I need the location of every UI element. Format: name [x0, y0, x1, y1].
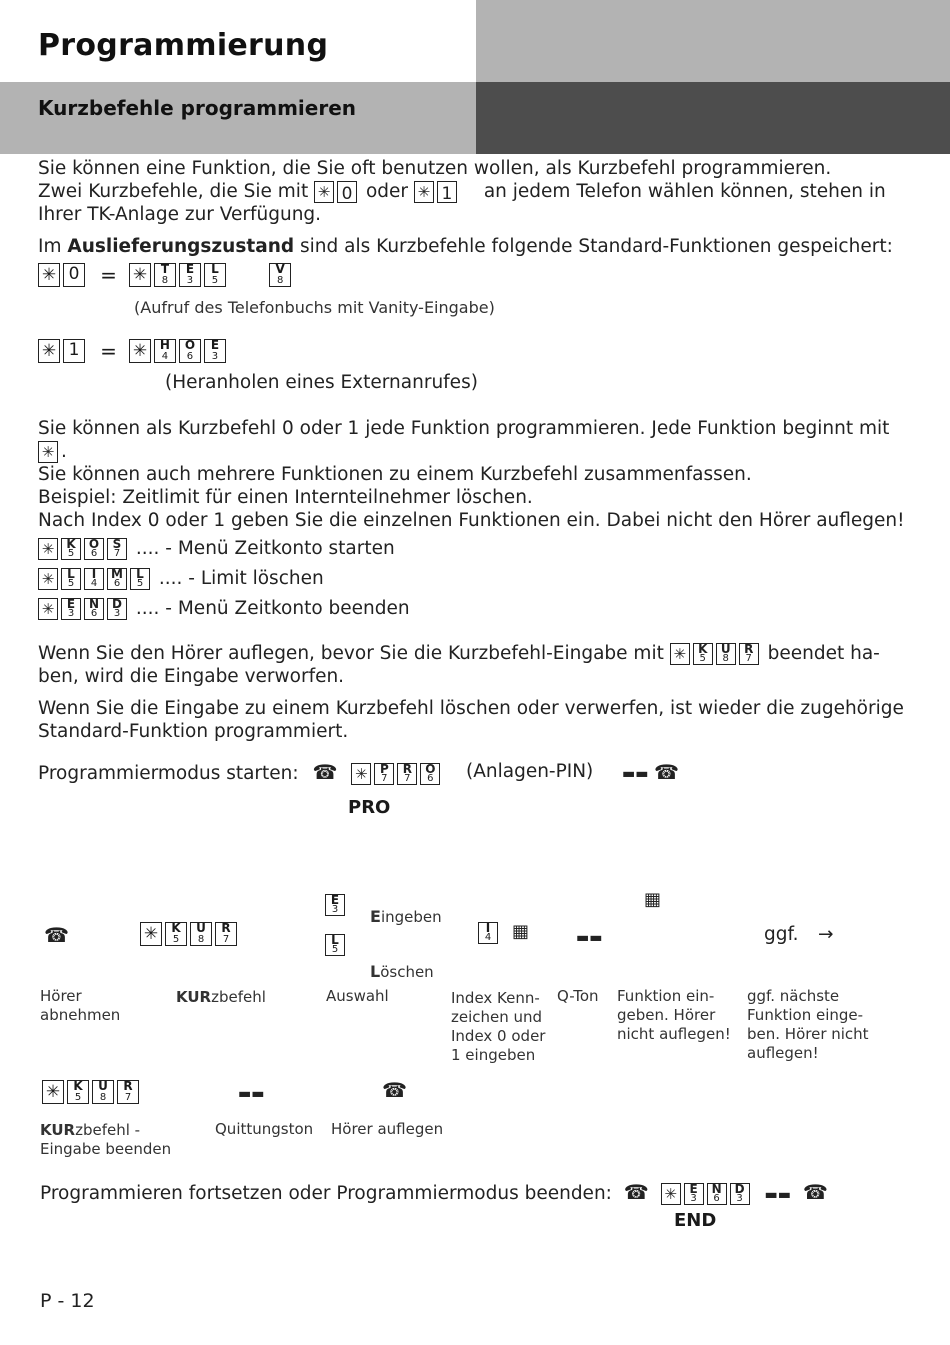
- key-digit: 3: [186, 275, 194, 286]
- key-letter: L: [67, 567, 75, 581]
- key-E3: [204, 339, 226, 363]
- star-key: [38, 538, 58, 560]
- key-digit: 3: [113, 608, 121, 619]
- star-key: [38, 568, 58, 590]
- caption-line: Funktion ein-: [617, 987, 715, 1005]
- default-rest: sind als Kurzbefehle folgende Standard-Funktionen gespeichert:: [300, 236, 893, 257]
- loeschen-initial: L: [370, 962, 381, 981]
- key-letter: L: [136, 567, 144, 581]
- caption-funktion: [617, 987, 731, 1044]
- digit-key-label: 0: [341, 184, 353, 204]
- tone-icon: ▬▬: [238, 1086, 265, 1102]
- key-letter: K: [171, 921, 181, 935]
- caption-quittung: Quittungston: [215, 1120, 314, 1138]
- intro-line-2: [38, 180, 886, 203]
- key-digit: 7: [745, 653, 752, 664]
- key-digit: 6: [113, 578, 121, 589]
- key-L5: [130, 568, 150, 590]
- key-D3: [730, 1183, 750, 1205]
- key-digit: 8: [722, 653, 729, 664]
- star-key: [140, 922, 162, 946]
- prog-end-label: Programmieren fortsetzen oder Programmiermodus beenden:: [40, 1183, 612, 1204]
- kur-keys: [140, 922, 240, 946]
- caption-bold: KUR: [40, 1121, 76, 1139]
- warning-2-line-2: Standard-Funktion programmiert.: [38, 721, 349, 742]
- star-key: [351, 763, 371, 785]
- key-O6: [84, 538, 104, 560]
- ggf-label: ggf.: [764, 924, 799, 945]
- digit-key-1: [437, 181, 457, 203]
- key-digit: 8: [197, 934, 205, 945]
- key-K5: [61, 538, 81, 560]
- key-D3: [107, 598, 127, 620]
- key-letter: K: [73, 1079, 83, 1093]
- key-letter: R: [402, 762, 412, 776]
- caption-auswahl: Auswahl: [326, 987, 389, 1005]
- warning-1-line-1: [38, 642, 880, 665]
- key-R7: [397, 763, 417, 785]
- caption-qton: Q-Ton: [557, 987, 599, 1005]
- eingeben-initial: E: [370, 907, 381, 926]
- digit-key-label: 1: [68, 340, 80, 360]
- key-O6: [420, 763, 440, 785]
- keypad-icon: ▦: [644, 889, 662, 910]
- key-letter: U: [720, 642, 731, 656]
- header-band-light: [476, 0, 950, 82]
- key-digit: 5: [172, 934, 180, 945]
- key-letter: S: [112, 537, 122, 551]
- key-digit: 4: [161, 351, 169, 362]
- page-title: Programmierung: [38, 28, 329, 63]
- handset-lift-icon: ☎: [312, 760, 338, 784]
- eingeben-rest: ingeben: [380, 908, 442, 926]
- key-K5: [165, 922, 187, 946]
- example-text: .... - Menü Zeitkonto starten: [135, 538, 395, 559]
- prog-start-label: Programmiermodus starten:: [38, 763, 299, 784]
- end-abbr: END: [674, 1210, 717, 1231]
- pro-abbr: PRO: [348, 797, 391, 818]
- warning-text-a: Wenn Sie den Hörer auflegen, bevor Sie die Kurzbefehl-Eingabe mit: [38, 643, 664, 664]
- key-digit: 6: [90, 608, 98, 619]
- digit-key-label: 0: [68, 264, 80, 284]
- key-letter: O: [88, 537, 100, 551]
- key-e-block: [325, 894, 348, 916]
- key-digit: 7: [404, 773, 411, 784]
- key-digit: 3: [736, 1193, 743, 1204]
- key-E3: [61, 598, 81, 620]
- caption-rest: zbefehl: [211, 988, 266, 1006]
- key-L5: [204, 263, 226, 287]
- digit-key-0: [337, 181, 357, 203]
- body-line-1b: [38, 440, 67, 463]
- key-letter: U: [196, 921, 206, 935]
- star-key: [42, 1080, 64, 1104]
- key-L5: [61, 568, 81, 590]
- shortcut-1-note: (Heranholen eines Externanrufes): [165, 372, 478, 393]
- key-letter: O: [184, 338, 196, 352]
- key-letter: E: [330, 893, 340, 907]
- caption-line: ggf. nächste: [747, 987, 840, 1005]
- caption-line: nicht auflegen!: [617, 1025, 731, 1043]
- key-letter: E: [66, 597, 76, 611]
- period: .: [61, 441, 67, 462]
- digit-key-label: 1: [441, 184, 453, 204]
- key-letter: T: [160, 262, 170, 276]
- caption-rest: zbefehl -: [75, 1121, 141, 1139]
- caption-line: Funktion einge-: [747, 1006, 864, 1024]
- shortcut-1-row: [38, 339, 229, 363]
- key-letter: V: [275, 262, 285, 276]
- intro-text-a: Zwei Kurzbefehle, die Sie mit: [38, 181, 309, 202]
- key-S7: [107, 538, 127, 560]
- key-digit: 7: [113, 548, 121, 559]
- star-key: [670, 643, 690, 665]
- caption-line: Index 0 oder: [451, 1027, 546, 1045]
- key-letter: I: [485, 921, 491, 935]
- key-digit: 5: [67, 578, 75, 589]
- key-I4: [478, 922, 498, 944]
- caption-naechste: [747, 987, 869, 1063]
- key-digit: 4: [90, 578, 98, 589]
- key-digit: 3: [67, 608, 75, 619]
- key-letter: R: [744, 642, 754, 656]
- shortcut-0-row: [38, 263, 294, 287]
- key-digit: 7: [381, 773, 388, 784]
- key-digit: 6: [186, 351, 194, 362]
- body-line-3: Beispiel: Zeitlimit für einen Internteilnehmer löschen.: [38, 487, 533, 508]
- key-T8: [154, 263, 176, 287]
- handset-hangup-icon: ☎: [382, 1078, 407, 1102]
- default-state-line: [38, 235, 893, 258]
- key-letter: E: [185, 262, 195, 276]
- star-key: [129, 339, 151, 363]
- caption-kur: [176, 988, 266, 1007]
- section-title: Kurzbefehle programmieren: [38, 96, 357, 120]
- key-digit: 7: [222, 934, 230, 945]
- key-R7: [117, 1080, 139, 1104]
- key-digit: 8: [99, 1092, 107, 1103]
- caption-line: abnehmen: [40, 1006, 121, 1024]
- key-letter: O: [425, 762, 436, 776]
- key-letter: H: [159, 338, 170, 352]
- caption-line: Index Kenn-: [451, 989, 540, 1007]
- key-digit: 6: [90, 548, 98, 559]
- key-K5: [693, 643, 713, 665]
- key-E3: [684, 1183, 704, 1205]
- example-row-1: [38, 537, 395, 560]
- handset-lift-icon: ☎: [44, 923, 69, 947]
- star-key: [661, 1183, 681, 1205]
- key-P7: [374, 763, 394, 785]
- tone-icon: ▬▬: [622, 766, 649, 782]
- key-letter: D: [112, 597, 122, 611]
- key-letter: R: [123, 1079, 133, 1093]
- intro-line-3: Ihrer TK-Anlage zur Verfügung.: [38, 204, 322, 225]
- page-number: P - 12: [40, 1290, 95, 1312]
- intro-line-1: Sie können eine Funktion, die Sie oft benutzen wollen, als Kurzbefehl programmieren.: [38, 158, 832, 179]
- key-digit: 3: [211, 351, 219, 362]
- key-K5: [67, 1080, 89, 1104]
- key-U8: [190, 922, 212, 946]
- warning-text-b: beendet ha-: [767, 643, 880, 664]
- caption-bold: KUR: [176, 988, 212, 1006]
- key-letter: P: [379, 762, 389, 776]
- key-digit: 8: [276, 275, 284, 286]
- key-letter: N: [88, 597, 100, 611]
- key-l-block: [325, 934, 348, 956]
- key-digit: 5: [211, 275, 219, 286]
- caption-line: 1 eingeben: [451, 1046, 536, 1064]
- example-text: .... - Menü Zeitkonto beenden: [135, 598, 410, 619]
- key-V8: [269, 263, 291, 287]
- tone-icon: ▬▬: [764, 1187, 791, 1203]
- warning-1-line-2: ben, wird die Eingabe verworfen.: [38, 666, 345, 687]
- handset-hangup-icon: ☎: [802, 1180, 828, 1204]
- digit-key-1: [63, 339, 85, 363]
- example-text: .... - Limit löschen: [158, 568, 324, 589]
- loeschen-rest: öschen: [380, 963, 434, 981]
- intro-text-c: an jedem Telefon wählen können, stehen in: [483, 181, 886, 202]
- key-digit: 6: [713, 1193, 720, 1204]
- example-row-3: [38, 597, 410, 620]
- prog-end-row: [40, 1182, 828, 1205]
- key-letter: D: [734, 1182, 745, 1196]
- digit-key-0: [63, 263, 85, 287]
- key-digit: 4: [484, 932, 492, 943]
- shortcut-0-note: (Aufruf des Telefonbuchs mit Vanity-Eingabe): [134, 298, 495, 317]
- caption-line: geben. Hörer: [617, 1006, 716, 1024]
- handset-hangup-icon: ☎: [654, 760, 679, 784]
- key-digit: 8: [161, 275, 169, 286]
- key-U8: [92, 1080, 114, 1104]
- key-R7: [739, 643, 759, 665]
- key-E3: [325, 894, 345, 916]
- body-line-2: Sie können auch mehrere Funktionen zu einem Kurzbefehl zusammenfassen.: [38, 464, 752, 485]
- key-i-block: [478, 922, 501, 944]
- default-bold: Auslieferungszustand: [67, 236, 295, 257]
- key-letter: N: [711, 1182, 722, 1196]
- key-letter: L: [211, 262, 219, 276]
- body-line-1: Sie können als Kurzbefehl 0 oder 1 jede Funktion programmieren. Jede Funktion beginnt mit: [38, 418, 890, 439]
- equals-sign: =: [100, 263, 117, 287]
- loeschen-label: [370, 962, 434, 982]
- key-U8: [716, 643, 736, 665]
- key-digit: 7: [124, 1092, 132, 1103]
- warning-2-line-1: Wenn Sie die Eingabe zu einem Kurzbefehl löschen oder verwerfen, ist wieder die zugehörige: [38, 698, 904, 719]
- key-L5: [325, 934, 345, 956]
- key-letter: R: [221, 921, 231, 935]
- star-key: [38, 339, 60, 363]
- star-key: [38, 441, 58, 463]
- key-M6: [107, 568, 127, 590]
- equals-sign: =: [100, 339, 117, 363]
- example-row-2: [38, 567, 324, 590]
- key-O6: [179, 339, 201, 363]
- key-letter: E: [689, 1182, 698, 1196]
- star-key: [38, 598, 58, 620]
- key-digit: 5: [699, 653, 706, 664]
- key-letter: L: [331, 933, 339, 947]
- caption-line: zeichen und: [451, 1008, 543, 1026]
- caption-line: auflegen!: [747, 1044, 819, 1062]
- key-digit: 5: [136, 578, 144, 589]
- default-prefix: Im: [38, 236, 62, 257]
- eingeben-label: [370, 907, 442, 927]
- arrow-right-icon: →: [818, 924, 834, 945]
- key-letter: K: [66, 537, 76, 551]
- star-key: [314, 181, 334, 203]
- star-key: [414, 181, 434, 203]
- key-digit: 3: [690, 1193, 697, 1204]
- caption-line: ben. Hörer nicht: [747, 1025, 869, 1043]
- key-digit: 3: [331, 904, 339, 915]
- key-digit: 5: [331, 944, 339, 955]
- prog-start-row: [38, 762, 443, 785]
- key-letter: I: [91, 567, 97, 581]
- body-line-4: Nach Index 0 oder 1 geben Sie die einzelnen Funktionen ein. Dabei nicht den Hörer auflegen!: [38, 510, 905, 531]
- key-letter: M: [111, 567, 123, 581]
- tone-icon: ▬▬: [576, 930, 603, 946]
- caption-auflegen: Hörer auflegen: [331, 1120, 444, 1138]
- caption-line: Eingabe beenden: [40, 1140, 172, 1158]
- star-key: [129, 263, 151, 287]
- key-I4: [84, 568, 104, 590]
- key-digit: 5: [67, 548, 75, 559]
- kur-end-keys: [42, 1080, 142, 1104]
- key-letter: E: [210, 338, 220, 352]
- key-N6: [707, 1183, 727, 1205]
- caption-hoerer: [40, 987, 120, 1025]
- subheader-band-dark: [476, 82, 950, 154]
- intro-text-b: oder: [365, 181, 409, 202]
- key-letter: U: [98, 1079, 108, 1093]
- key-N6: [84, 598, 104, 620]
- key-letter: K: [698, 642, 708, 656]
- caption-kur-end: [40, 1121, 171, 1159]
- key-H4: [154, 339, 176, 363]
- caption-index: [451, 989, 545, 1065]
- key-E3: [179, 263, 201, 287]
- pin-label: (Anlagen-PIN): [466, 761, 594, 782]
- keypad-icon: ▦: [512, 921, 530, 942]
- star-key: [38, 263, 60, 287]
- handset-lift-icon: ☎: [623, 1180, 649, 1204]
- key-digit: 6: [427, 773, 434, 784]
- caption-line: Hörer: [40, 987, 82, 1005]
- key-digit: 5: [74, 1092, 82, 1103]
- key-R7: [215, 922, 237, 946]
